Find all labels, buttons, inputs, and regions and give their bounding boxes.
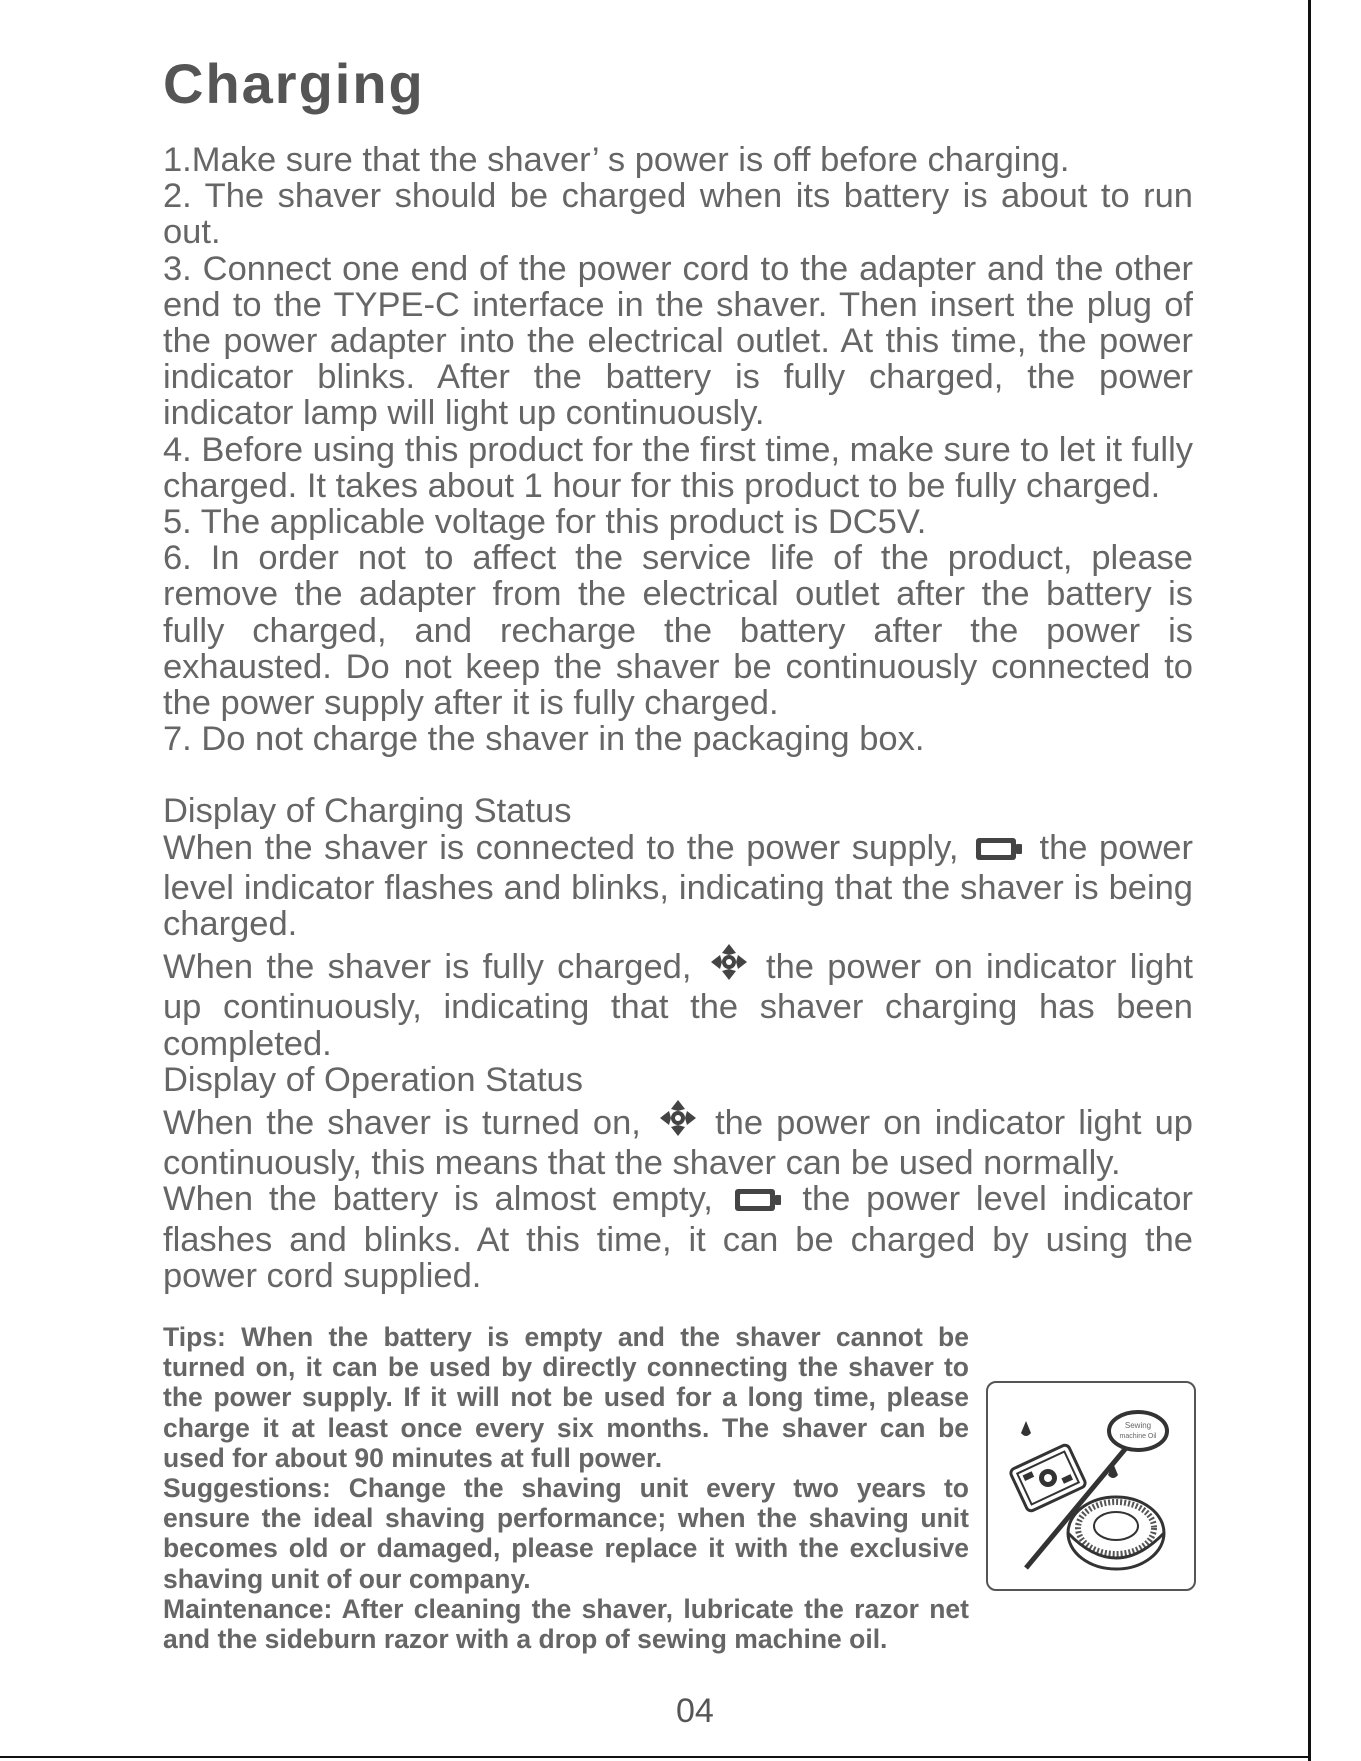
step-4: 4. Before using this product for the first time, make sure to let it fully charged. It takes about 1 hour for this product to be fully charged. xyxy=(163,430,1193,505)
page-content xyxy=(163,52,1193,1294)
charging-connected-before: When the shaver is connected to the power supply, xyxy=(163,828,959,867)
charging-connected-text xyxy=(163,830,1193,943)
operation-on-after: the power on indicator light up continuously, this means that the shaver can be used normally. xyxy=(163,1104,1193,1183)
power-on-icon xyxy=(709,942,749,989)
step-1: 1.Make sure that the shaver’ s power is off before charging. xyxy=(163,141,1070,179)
oil-bottle-label-2: machine Oil xyxy=(1119,1433,1157,1440)
tips-paragraph: Tips: When the battery is empty and the shaver cannot be turned on, it can be used by directly connecting the shaver to the power supply. If it will not be used for a long time, please charge it at least once every six months. The shaver can be used for about 90 minutes at full power. xyxy=(163,1322,969,1473)
operation-on-before: When the shaver is turned on, xyxy=(163,1104,641,1143)
operation-empty-after: the power level indicator flashes and blinks. At this time, it can be charged by using the power cord supplied. xyxy=(163,1180,1193,1295)
charging-full-after: the power on indicator light up continuously, indicating that the shaver charging has been completed. xyxy=(163,948,1193,1063)
battery-icon xyxy=(974,834,1024,870)
step-6: 6. In order not to affect the service life of the product, please remove the adapter from the electrical outlet after the battery is fully charged, and recharge the battery after the power is exhausted. Do not keep the shaver be continuously connected to the power supply after it is fully charged. xyxy=(163,539,1193,723)
power-on-icon xyxy=(658,1098,698,1145)
charging-steps xyxy=(163,142,1193,1294)
step-2: 2. The shaver should be charged when its battery is about to run out. xyxy=(163,177,1193,252)
operation-empty-before: When the battery is almost empty, xyxy=(163,1180,713,1219)
page-number: 04 xyxy=(676,1692,714,1730)
section-gap xyxy=(163,757,1193,793)
charging-connected-after: the power level indicator flashes and blinks, indicating that the shaver is being charged. xyxy=(163,828,1193,944)
right-border xyxy=(1308,0,1311,1761)
step-3: 3. Connect one end of the power cord to the adapter and the other end to the TYPE-C interface in the shaver. Then insert the plug of the power adapter into the electrical outlet. At this time, the power indicator blinks. After the battery is fully charged, the power indicator lamp will light up continuously. xyxy=(163,249,1193,433)
step-7: 7. Do not charge the shaver in the packaging box. xyxy=(163,720,925,759)
operation-status-heading: Display of Operation Status xyxy=(163,1060,583,1099)
oil-illustration xyxy=(986,1381,1196,1591)
bottom-border xyxy=(0,1756,1311,1758)
suggestions-paragraph: Suggestions: Change the shaving unit every two years to ensure the ideal shaving performance; when the shaving unit becomes old or damaged, please replace it with the exclusive shaving unit of our company. xyxy=(163,1473,969,1594)
charging-full-before: When the shaver is fully charged, xyxy=(163,948,692,987)
operation-empty-text xyxy=(163,1181,1193,1294)
battery-icon xyxy=(733,1185,783,1221)
tips-text-block xyxy=(163,1322,969,1654)
maintenance-paragraph: Maintenance: After cleaning the shaver, lubricate the razor net and the sideburn razor with a drop of sewing machine oil. xyxy=(163,1593,969,1655)
oil-bottle-label: Sewing xyxy=(1124,1421,1152,1430)
step-5: 5. The applicable voltage for this product is DC5V. xyxy=(163,503,927,542)
charging-status-heading: Display of Charging Status xyxy=(163,792,572,831)
charging-full-text xyxy=(163,942,1193,1062)
operation-on-text xyxy=(163,1098,1193,1181)
page-title: Charging xyxy=(163,52,425,115)
